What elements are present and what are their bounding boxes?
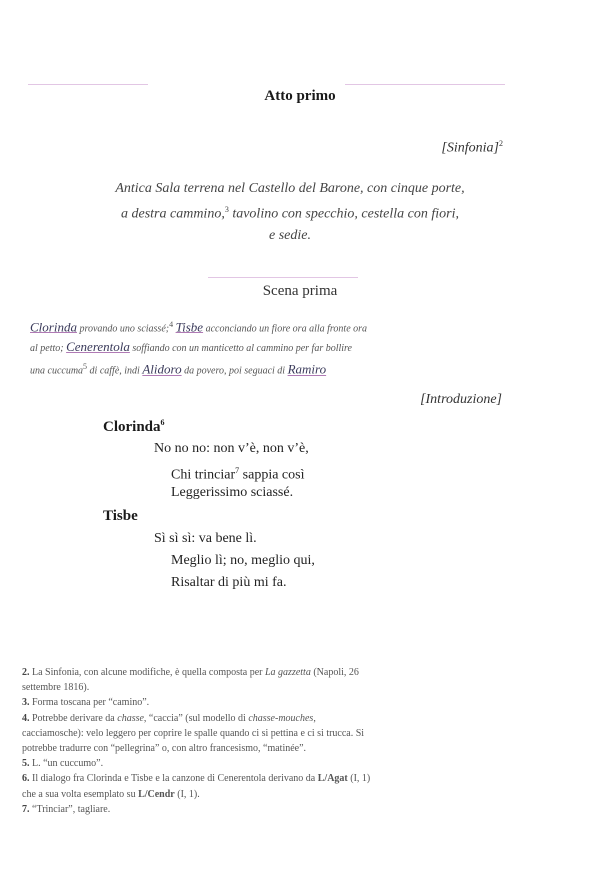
stage-direction [40, 178, 540, 246]
header-rule [28, 84, 148, 85]
footnote-text: (I, 1) [347, 773, 371, 785]
footnote-text: settembre 1816). [22, 682, 90, 694]
footnote-number: 5. [22, 758, 30, 770]
scene-description [30, 316, 508, 381]
footnote-text: Il dialogo fra Clorinda e Tisbe e la canzone di Cenerentola derivano da [29, 773, 318, 785]
act-title: Atto primo [264, 88, 336, 104]
footnote-text: La Sinfonia, con alcune modifiche, è quella composta per [29, 667, 265, 678]
footnote-text: chasse [117, 712, 144, 724]
footnote-text: , “caccia” (sul modello di [143, 712, 249, 724]
footnote-text: “Trinciar”, tagliare. [29, 803, 111, 815]
footnote-number: 2. [22, 667, 30, 678]
character-link-tisbe[interactable]: Tisbe [175, 319, 204, 335]
footnote-text: chasse-mouches [248, 712, 314, 724]
footnote-ref[interactable]: 3 [224, 205, 229, 214]
stage-line: a destra cammino,$^3$ tavolino con specchio, cestella con fiori, [121, 205, 459, 222]
scene-line: Clorinda provando uno sciassé;$^4$ Tisbe acconciando un fiore ora alla fronte ora [30, 319, 368, 335]
speaker-clorinda: Clorinda$^6$ [103, 418, 165, 435]
header-rule [345, 84, 505, 85]
footnote-line [22, 771, 502, 786]
character-link-alidoro[interactable]: Alidoro [142, 361, 182, 377]
footnote-text: L. “un cuccumo”. [29, 758, 104, 770]
footnote-text: potrebbe tradurre con “pellegrina” o, con altro francesismo, “matinée”. [22, 743, 307, 755]
footnotes [22, 665, 502, 817]
character-link-clorinda[interactable]: Clorinda [30, 319, 77, 335]
stage-line: e sedie. [269, 227, 311, 243]
footnote-line [22, 741, 502, 756]
footnote-ref[interactable]: 7 [235, 466, 240, 475]
footnote-number: 7. [22, 803, 30, 815]
character-link-ramiro[interactable]: Ramiro [287, 361, 327, 377]
footnote-line [22, 787, 502, 802]
footnote-text: (Napoli, 26 [310, 667, 359, 678]
footnote-text: che a sua volta esemplato su [22, 788, 139, 800]
sinfonia-heading: [Sinfonia]$^2$ [441, 139, 503, 156]
speaker-tisbe: Tisbe [103, 508, 138, 524]
footnote-text: Forma toscana per “camino”. [29, 697, 150, 709]
footnote-ref[interactable]: 6 [160, 418, 165, 427]
footnote-ref[interactable]: 4 [169, 320, 174, 329]
introduzione-heading: [Introduzione] [420, 392, 502, 407]
footnote-line [22, 680, 502, 695]
footnote-line [22, 802, 502, 817]
verse-line: Sì sì sì: va bene lì. [154, 531, 257, 546]
character-link-cenerentola[interactable]: Cenerentola [66, 339, 130, 355]
verse-line: Chi trinciar$^7$ sappia così [171, 466, 305, 483]
footnote-text: Potrebbe derivare da [29, 712, 118, 724]
scene-line: al petto; Cenerentola soffiando con un manticetto al cammino per far bollire [30, 339, 352, 355]
verse-line: Leggerissimo sciassé. [171, 485, 294, 500]
footnote-text: La gazzetta [264, 667, 311, 678]
verse-line: No no no: non v’è, non v’è, [154, 441, 309, 456]
footnote-line [22, 756, 502, 771]
footnote-text: , [313, 712, 316, 724]
footnote-text: L/Agat [317, 773, 348, 785]
scene-rule [208, 277, 358, 278]
scene-title: Scena prima [262, 283, 338, 299]
footnote-number: 4. [22, 712, 30, 724]
footnote-number: 3. [22, 697, 30, 709]
verse-line: Meglio lì; no, meglio qui, [171, 553, 315, 568]
footnote-number: 6. [22, 773, 30, 785]
footnote-line [22, 665, 502, 680]
scene-line: una cuccuma$^5$ di caffè, indi Alidoro da povero, poi seguaci di Ramiro [30, 361, 327, 377]
footnote-ref[interactable]: 2 [499, 139, 503, 148]
footnote-text: (I, 1). [174, 788, 200, 800]
footnote-line [22, 726, 502, 741]
verse-line: Risaltar di più mi fa. [171, 575, 287, 590]
footnote-text: L/Cendr [138, 788, 175, 800]
footnote-ref[interactable]: 5 [83, 362, 88, 372]
footnote-line [22, 695, 502, 710]
footnote-line [22, 711, 502, 726]
stage-line: Antica Sala terrena nel Castello del Barone, con cinque porte, [115, 181, 465, 196]
footnote-text: cacciamosche): velo leggero per coprire le spalle quando ci si pettina e ci si trucca. Si [22, 727, 365, 739]
